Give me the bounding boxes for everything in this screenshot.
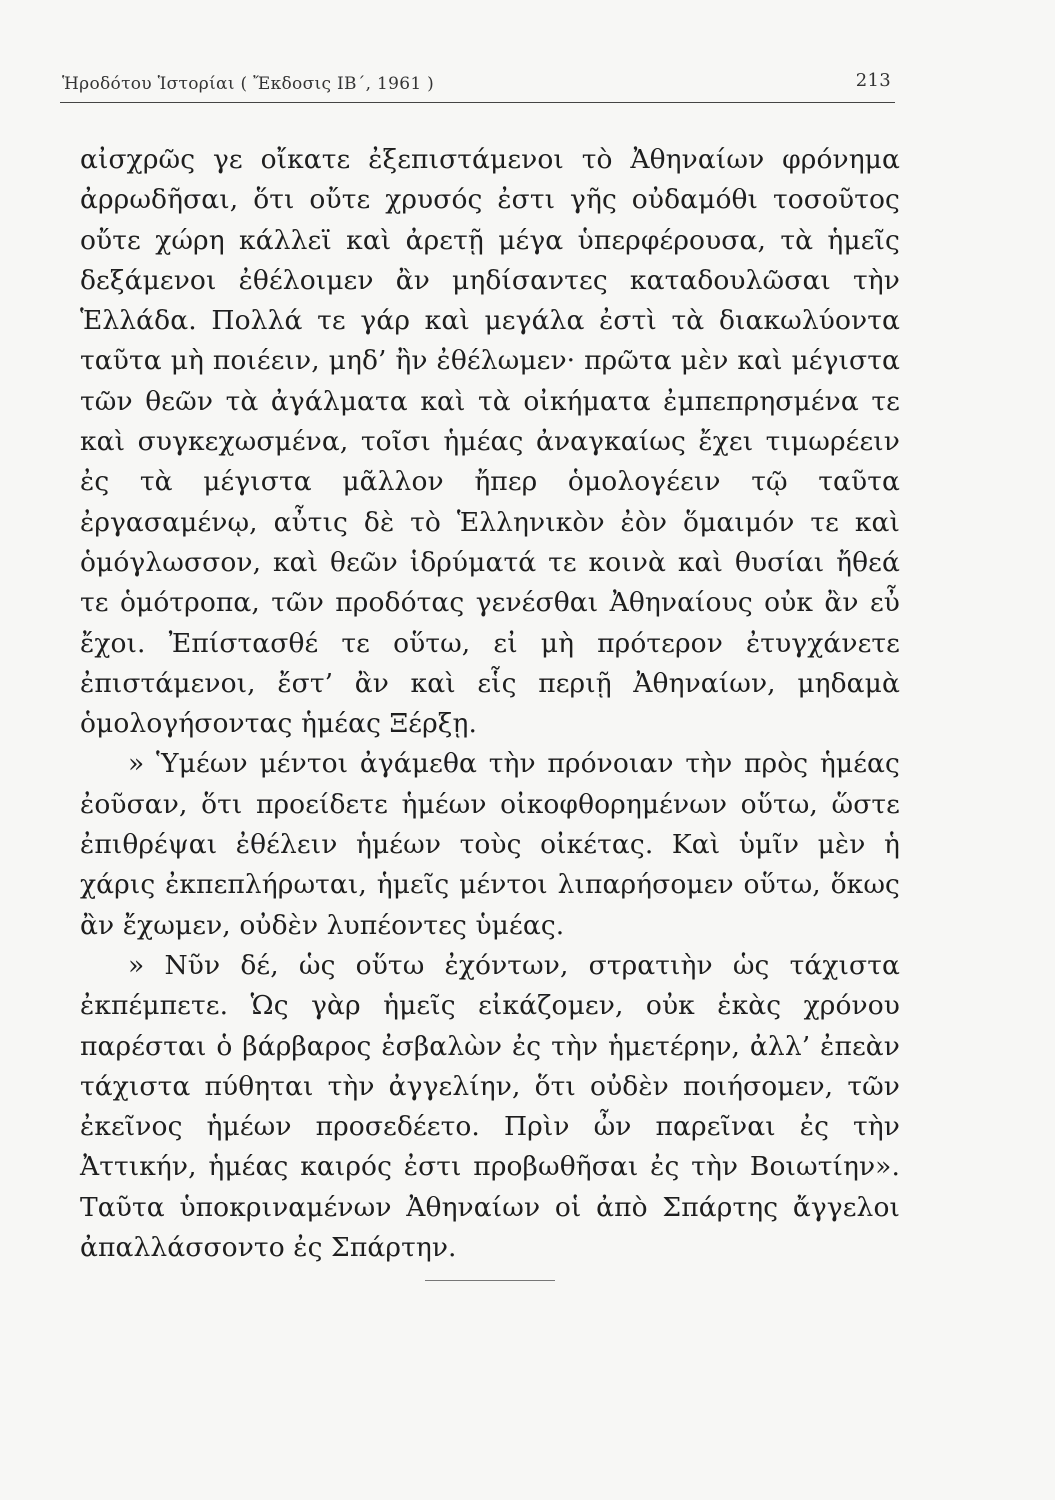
paragraph-2: » Ὑμέων μέντοι ἀγάμεθα τὴν πρόνοιαν τὴν πρὸς ἡμέας ἐοῦσαν, ὅτι προείδετε ἡμέων οἰκοφθορημένων οὕτω, ὥστε ἐπιθρέψαι ἐθέλειν ἡμέων τοὺς οἰκέτας. Καὶ ὑμῖν μὲν ἡ χάρις ἐκπεπλήρωται, ἡμεῖς μέντοι λιπαρήσομεν οὕτω, ὅκως ἂν ἔχωμεν, οὐδὲν λυπέοντες ὑμέας. xyxy=(80,748,900,941)
page-number: 213 xyxy=(855,70,891,91)
section-end-rule xyxy=(425,1280,555,1281)
paragraph-3: » Νῦν δέ, ὡς οὕτω ἐχόντων, στρατιὴν ὡς τάχιστα ἐκπέμπετε. Ὡς γὰρ ἡμεῖς εἰκάζομεν, οὐκ ἑκὰς χρόνου παρέσται ὁ βάρβαρος ἐσβαλὼν ἐς τὴν ἡμετέρην, ἀλλ’ ἐπεὰν τάχιστα πύθηται τὴν ἀγγελίην, ὅτι οὐδὲν ποιήσομεν, τῶν ἐκεῖνος ἡμέων προσεδέετο. Πρὶν ὦν παρεῖναι ἐς τὴν Ἀττικήν, ἡμέας καιρός ἐστι προβωθῆσαι ἐς τὴν Βοιωτίην». Ταῦτα ὑποκριναμένων Ἀθηναίων οἱ ἀπὸ Σπάρτης ἄγγελοι ἀπαλλάσσοντο ἐς Σπάρτην. xyxy=(80,949,900,1264)
body-text xyxy=(80,140,900,1268)
running-header xyxy=(60,70,895,103)
paragraph-1: αἰσχρῶς γε οἴκατε ἐξεπιστάμενοι τὸ Ἀθηναίων φρόνημα ἀρρωδῆσαι, ὅτι οὔτε χρυσός ἐστι γῆς οὐδαμόθι τοσοῦτος οὔτε χώρη κάλλεϊ καὶ ἀρετῇ μέγα ὑπερφέρουσα, τὰ ἡμεῖς δεξάμενοι ἐθέλοιμεν ἂν μηδίσαντες καταδουλῶσαι τὴν Ἑλλάδα. Πολλά τε γάρ καὶ μεγάλα ἐστὶ τὰ διακωλύοντα ταῦτα μὴ ποιέειν, μηδ’ ἢν ἐθέλωμεν· πρῶτα μὲν καὶ μέγιστα τῶν θεῶν τὰ ἀγάλματα καὶ τὰ οἰκήματα ἐμπεπρησμένα τε καὶ συγκεχωσμένα, τοῖσι ἡμέας ἀναγκαίως ἔχει τιμωρέειν ἐς τὰ μέγιστα μᾶλλον ἤπερ ὁμολογέειν τῷ ταῦτα ἐργασαμένῳ, αὖτις δὲ τὸ Ἑλληνικὸν ἐὸν ὅμαιμόν τε καὶ ὁμόγλωσσον, καὶ θεῶν ἱδρύματά τε κοινὰ καὶ θυσίαι ἤθεά τε ὁμότροπα, τῶν προδότας γενέσθαι Ἀθηναίους οὐκ ἂν εὖ ἔχοι. Ἐπίστασθέ τε οὕτω, εἰ μὴ πρότερον ἐτυγχάνετε ἐπιστάμενοι, ἔστ’ ἂν καὶ εἷς περιῇ Ἀθηναίων, μηδαμὰ ὁμολογήσοντας ἡμέας Ξέρξῃ. xyxy=(80,144,900,740)
running-title: Ἡροδότου Ἱστορίαι ( Ἔκδοσις ΙΒ΄, 1961 ) xyxy=(62,74,435,94)
